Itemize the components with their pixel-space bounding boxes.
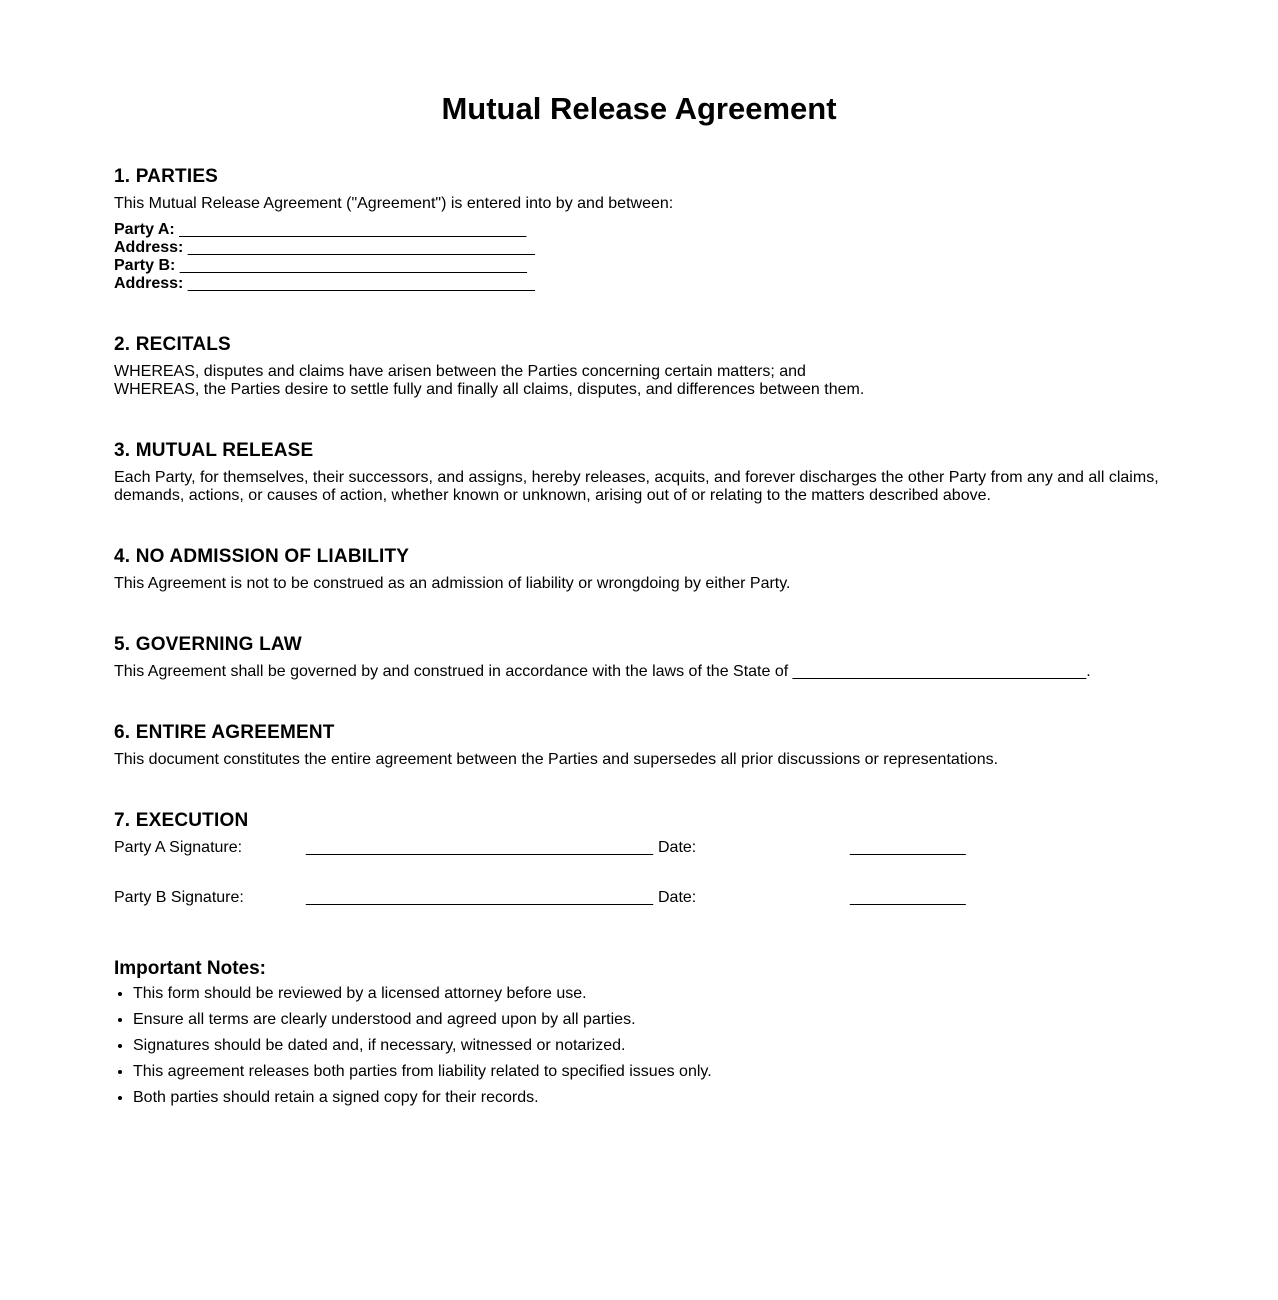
recital-line: WHEREAS, the Parties desire to settle fully and finally all claims, disputes, and differences between them. — [114, 381, 865, 398]
section-heading: 2. RECITALS — [114, 334, 231, 355]
important-notes — [114, 957, 1174, 1115]
party-b-date-blank[interactable]: _____________ — [850, 889, 966, 906]
party-a-date-label: Date: — [658, 839, 697, 856]
party-b-date-label: Date: — [658, 889, 697, 906]
party-a-address-label: Address: — [114, 239, 184, 256]
party-b-signature-label: Party B Signature: — [114, 889, 244, 906]
party-b-address-line — [114, 275, 1174, 293]
list-item: • Both parties should retain a signed copy for their records. — [133, 1089, 1174, 1107]
party-a-signature-row — [114, 839, 1174, 889]
document-title: Mutual Release Agreement — [441, 91, 837, 126]
list-item: • This agreement releases both parties from liability related to specified issues only. — [133, 1063, 1174, 1081]
section-heading: 1. PARTIES — [114, 166, 219, 187]
party-a-date-blank[interactable]: _____________ — [850, 839, 966, 856]
party-a-label: Party A: — [114, 221, 175, 238]
section-no-admission — [114, 545, 1174, 593]
list-item: • This form should be reviewed by a licensed attorney before use. — [133, 985, 1174, 1003]
party-b-address-label: Address: — [114, 275, 184, 292]
party-a-blank[interactable]: _______________________________________ — [179, 221, 527, 238]
section-recitals — [114, 333, 1174, 399]
recital-line: WHEREAS, disputes and claims have arisen between the Parties concerning certain matters; and — [114, 363, 806, 380]
governing-law-body: This Agreement shall be governed by and construed in accordance with the laws of the State of _________________________________. — [114, 663, 1091, 680]
party-b-signature-blank[interactable]: _______________________________________ — [306, 889, 654, 906]
party-b-address-blank[interactable]: _______________________________________ — [187, 275, 535, 292]
party-b-blank[interactable]: _______________________________________ — [179, 257, 527, 274]
party-b-label: Party B: — [114, 257, 176, 274]
section-heading: 4. NO ADMISSION OF LIABILITY — [114, 546, 410, 567]
parties-intro: This Mutual Release Agreement ("Agreement") is entered into by and between: — [114, 195, 674, 212]
section-heading: 6. ENTIRE AGREEMENT — [114, 722, 335, 743]
party-a-address-blank[interactable]: _______________________________________ — [187, 239, 535, 256]
section-governing-law — [114, 633, 1174, 681]
section-heading: 7. EXECUTION — [114, 810, 249, 831]
mutual-release-body: Each Party, for themselves, their successors, and assigns, hereby releases, acquits, and forever discharges the other Party from any and all claims, demands, actions, or causes of action, whether known or unknown, arising out of or relating to the matters described above. — [114, 469, 1159, 504]
section-parties — [114, 165, 1174, 293]
party-a-signature-blank[interactable]: _______________________________________ — [306, 839, 654, 856]
section-mutual-release — [114, 439, 1174, 505]
section-heading: 3. MUTUAL RELEASE — [114, 440, 314, 461]
entire-agreement-body: This document constitutes the entire agreement between the Parties and supersedes all prior discussions or representations. — [114, 751, 999, 768]
party-a-address-line — [114, 239, 1174, 257]
notes-list — [114, 985, 1174, 1107]
section-entire-agreement — [114, 721, 1174, 769]
no-admission-body: This Agreement is not to be construed as an admission of liability or wrongdoing by either Party. — [114, 575, 791, 592]
party-a-signature-label: Party A Signature: — [114, 839, 243, 856]
party-a-line — [114, 221, 1174, 239]
notes-title: Important Notes: — [114, 958, 266, 979]
list-item: • Signatures should be dated and, if necessary, witnessed or notarized. — [133, 1037, 1174, 1055]
section-heading: 5. GOVERNING LAW — [114, 634, 302, 655]
party-b-line — [114, 257, 1174, 275]
party-b-signature-row — [114, 889, 1174, 939]
section-execution — [114, 809, 1174, 939]
list-item: • Ensure all terms are clearly understood and agreed upon by all parties. — [133, 1011, 1174, 1029]
